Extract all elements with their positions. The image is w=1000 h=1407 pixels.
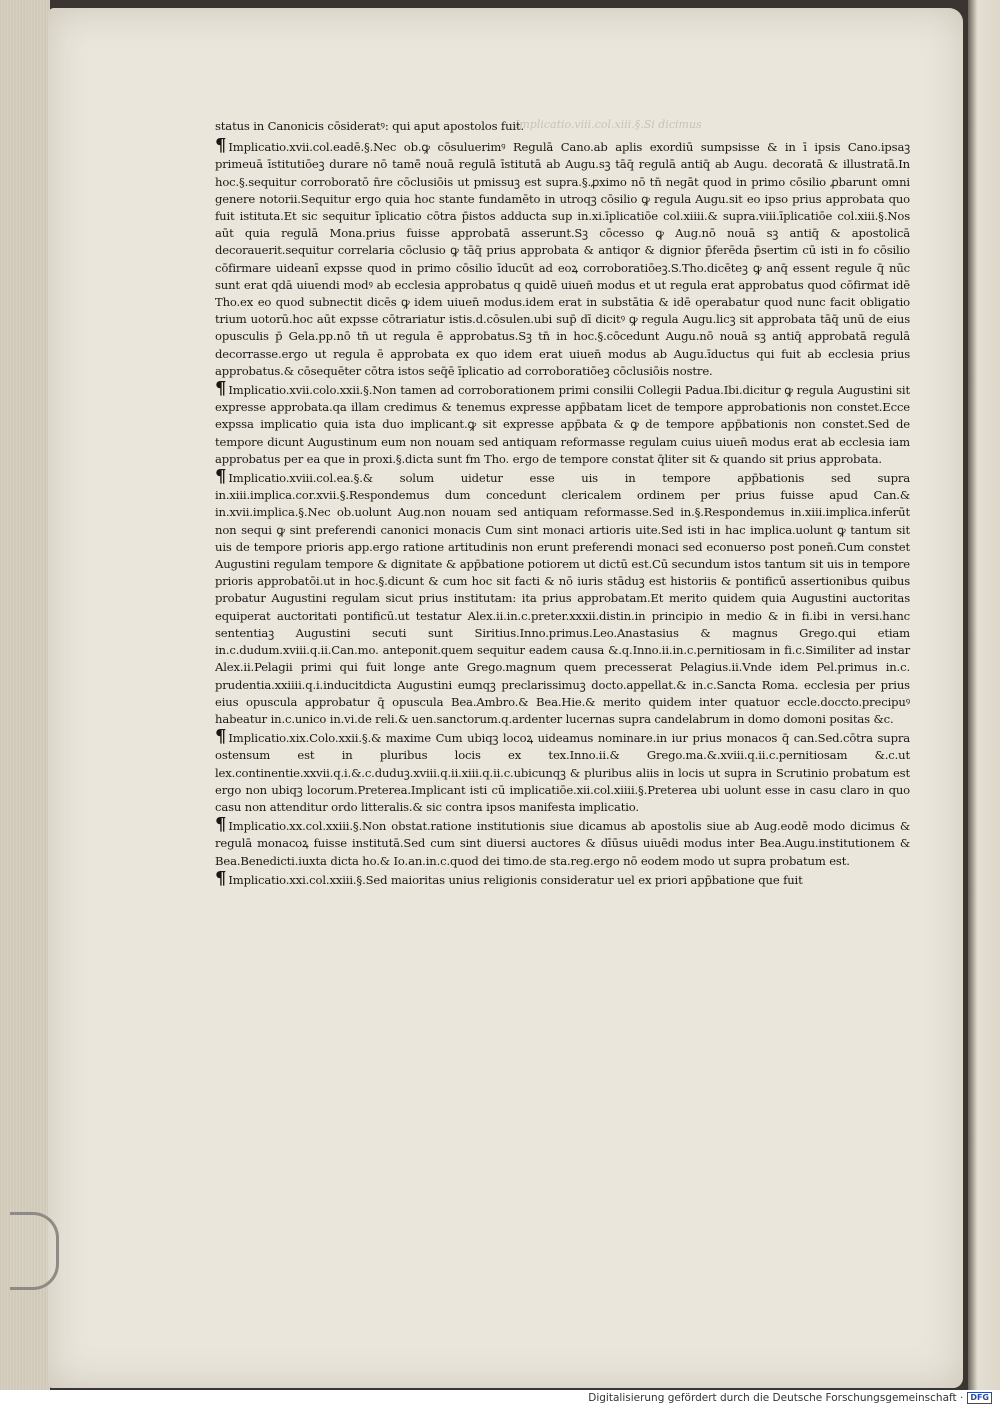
paragraph-text: Implicatio.xx.col.xxiii.§.Non obstat.ratione institutionis siue dicamus ab apostolis siue ab Aug.eodē modo dicimus & regulā monacoꝝ fuisse institutā.Sed cum sint diuersi auctores & dīūsus uiuēdi modus inter Bea.Augu.institutionem & Bea.Benedicti.iuxta dicta ho.& Io.an.in.c.quod dei timo.de sta.reg.ergo nō eodem modo ut supra probatum est. (215, 819, 910, 868)
paragraph-implicatio-xx (215, 814, 910, 870)
paragraph-text: Implicatio.xvii.colo.xxii.§.Non tamen ad corroborationem primi consilii Collegii Padua.Ibi.dicitur ꝙ regula Augustini sit expresse approbata.qa illam credimus & tenemus expresse app̄batam licet de tempore approbationis non constet.Ecce expssa implicatio quia ista duo implicant.ꝙ sit expresse app̄bata & ꝙ de tempore app̄bationis non constet.Sed de tempore dicunt Augustinum eum non nouam sed antiquam reformasse regulam cuius uiuen̄ modus erat ab ecclesia iam approbatus per ea que in proxi.§.dicta sunt fm Tho. ergo de tempore constat q̄liter sit & quando sit prius approbata. (215, 383, 910, 466)
paragraph-mark-icon: ¶ (215, 814, 227, 836)
paragraph-implicatio-xvii-a (215, 135, 910, 380)
funding-credit: Digitalisierung gefördert durch die Deutsche Forschungsgemeinschaft · (588, 1392, 964, 1404)
paragraph-implicatio-xviii (215, 466, 910, 728)
facing-page-edge (968, 0, 1000, 1390)
paragraph-implicatio-xix (215, 726, 910, 816)
paragraph-implicatio-xvii-b (215, 378, 910, 468)
paragraph-mark-icon: ¶ (215, 867, 227, 889)
paragraph-text: Implicatio.xvii.col.eadē.§.Nec ob.ꝙ cōsuluerimꝰ Regulā Cano.ab aplis exordiū sumpsisse & in ī ipsis Cano.ipsaꝫ primeuā īstitutiōeꝫ durare nō tamē̄ nouā regulā īstitutā ab Augu.sꝫ tāq̄ regulā antiq̄ ab Augu. decoratā & illustratā.In hoc.§.sequitur corroboratō n̄re cōclusiōis ut pmissuꝫ est supra.§.ꝓximo nō tn̄ negāt quod in primo cōsilio ꝓbarunt omni genere notorii.Sequitur ergo quia hoc stante fundamēto in utroqꝫ cōsilio ꝙ regula Augu.sit eo ipso prius approbata quo fuit istituta.Et sic sequitur īplicatio cōtra p̄istos adducta sup in.xi.īplicatiōe col.xiiii.& supra.viii.īplicatiōe col.xiii.§.Nos aūt quia regulā Mona.prius fuisse approbatā asserunt.Sꝫ cōcesso ꝙ Aug.nō nouā sꝫ antiq̄ & apostolicā decorauerit.sequitur correlaria cōclusio ꝙ tāq̄ prius approbata & antiqor & dignior p̄ferēda p̄sertim cū isti in fo cōsilio cōfirmare uideanī expsse quod in primo cōsilio īducūt ad eoꝝ corroboratiōeꝫ.S.Tho.dicēteꝫ ꝙ anq̄ essent regule q̄ nūc sunt erat qdā uiuendi modꝰ ab ecclesia approbatus q quidē uiuen̄ modus et ut regula erat approbatus quod cōfirmat idē Tho.ex eo quod subnectit dicēs ꝙ idem uiuen̄ modus.idem erat in substātia & idē operabatur quod nunc facit obligatio trium uotorū.hoc aūt expsse cōtrariatur istis.d.cōsulen.ubi sup̄ dī dicitꝰ ꝙ regula Augu.licꝫ sit approbata tāq̄ unū de eius opusculis p̄ Gela.pp.nō tn̄ ut regula ē approbatus.Sꝫ tn̄ in hoc.§.cōcedunt Augu.nō nouā sꝫ antiq̄ approbatā regulā decorrasse.ergo ut regula ē approbata ex quo idem erat uiuen̄ modus ab Augu.īductus qui fuit ab ecclesia prius approbatus.& cōsequēter cōtra istos seq̄ē īplicatio ad corroboratiōeꝫ cōclusiōis nostre. (215, 140, 910, 378)
show-through-text: Implicatio.viii.col.xiii.§.Si dicimus (515, 118, 702, 131)
page-body-text (215, 118, 910, 889)
paragraph-mark-icon: ¶ (215, 135, 227, 157)
paragraph-mark-icon: ¶ (215, 378, 227, 400)
paragraph-mark-icon: ¶ (215, 726, 227, 748)
book-page-edges (0, 0, 50, 1390)
paragraph-text: Implicatio.xxi.col.xxiii.§.Sed maioritas unius religionis consideratur uel ex priori app̄batione que fuit (228, 872, 803, 887)
paragraph-text: Implicatio.xviii.col.ea.§.& solum uidetur esse uis in tempore app̄bationis sed supra in.xiii.implica.cor.xvii.§.Respondemus dum concedunt clericalem ordinem per prius fuisse apud Can.& in.xvii.implica.§.Nec ob.uolunt Aug.non nouam sed antiquam reformasse.Sed in.§.Respondemus in.xiii.implica.inferūt non sequi ꝙ sint preferendi canonici monacis Cum sint monaci artioris uite.Sed isti in hac implica.uolunt ꝙ tantum sit uis de tempore prioris app.ergo ratione artitudinis non erunt preferendi monaci sed econuerso post ponen̄.Cum constet Augustini regulam tempore & dignitate & app̄batione potiorem ut dictū est.Cū secundum istos tantum sit uis in tempore prioris approbatōi.ut in hoc.§.dicunt & cum hoc sit facti & nō iuris stāduꝫ est historiis & pontificū assertionibus quibus probatur Augustini regulam sicut prius institutam: ita prius approbatam.Et merito quidem quia Augustini auctoritas equiperat auctoritati pontificū.ut testatur Alex.ii.in.c.preter.xxxii.distin.in principio in medio & in fi.ibi in versi.hanc sententiaꝫ Augustini secuti sunt Siritius.Inno.primus.Leo.Anastasius & magnus Grego.qui etiam in.c.dudum.xviii.q.ii.Can.mo. anteponit.quem sequitur eadem causa &.q.Inno.ii.in.c.pernitiosam in fi.c.Similiter ad instar Alex.ii.Pelagii primi qui fuit longe ante Grego.magnum quem precesserat Pelagius.ii.Vnde idem Pel.primus in.c. prudentia.xxiiii.q.i.inducitdicta Augustini eumqꝫ preclarissimuꝫ docto.appellat.& in.c.Sancta Roma. ecclesia per prius eius opuscula approbatur q̄ opuscula Bea.Ambro.& Bea.Hie.& merito quidem inter quatuor eccle.doccto.precipuꝰ habeatur in.c.unico in.vi.de reli.& uen.sanctorum.q.ardenter lucernas supra candelabrum in domo domoni positas &c. (215, 471, 910, 726)
page-clip (10, 1212, 59, 1290)
opening-line: status in Canonicis cōsideratꝰ: qui aput apostolos fuit. (215, 119, 524, 133)
paragraph-mark-icon: ¶ (215, 466, 227, 488)
paragraph-implicatio-xxi (215, 867, 910, 889)
dfg-logo-icon: DFG (967, 1392, 992, 1404)
digitization-footer (0, 1390, 1000, 1407)
paragraph-text: Implicatio.xix.Colo.xxii.§.& maxime Cum ubiqꝫ locoꝝ uideamus nominare.in iur prius monacos q̄ can.Sed.cōtra supra ostensum est in pluribus locis ex tex.Inno.ii.& Grego.ma.&.xviii.q.ii.c.pernitiosam &.c.ut lex.continentie.xxvii.q.i.&.c.duduꝫ.xviii.q.ii.xiii.q.ii.c.ubicunqꝫ & pluribus aliis in locis ut supra in Scrutinio probatum est ergo non ubiqꝫ locorum.Preterea.Implicant isti cū implicatiōe.xii.col.xiiii.§.Preterea ubi uolunt esse in casu claro in quo casu non attenditur ordo litteralis.& sic contra ipsos manifesta implicatio. (215, 731, 910, 814)
